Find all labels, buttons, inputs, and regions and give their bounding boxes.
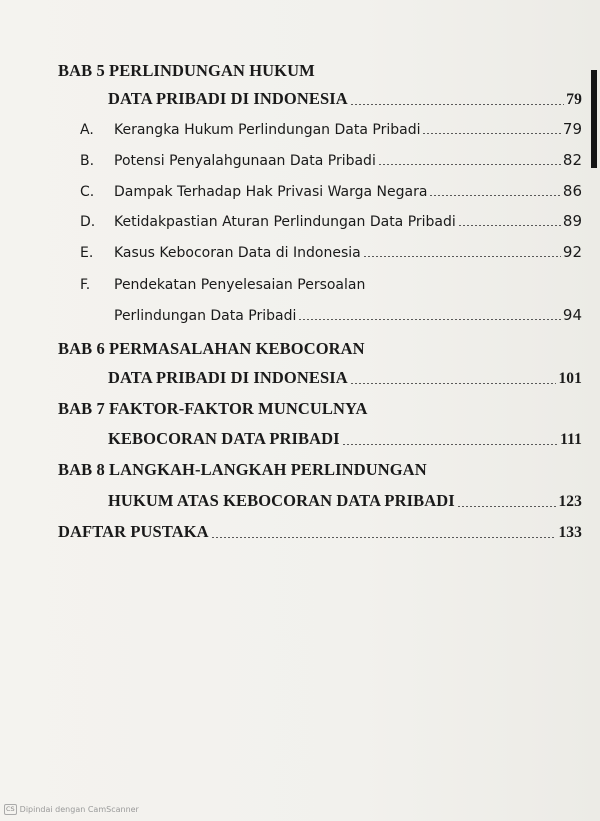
toc-chapter-title: DAFTAR PUSTAKA bbox=[58, 522, 209, 541]
dot-leader bbox=[211, 537, 557, 538]
toc-section-label: B. bbox=[80, 153, 95, 169]
toc-chapter-8-subtitle bbox=[108, 491, 582, 511]
toc-section-label: A. bbox=[80, 122, 94, 138]
page-edge-shadow bbox=[591, 70, 597, 168]
toc-section-title: Potensi Penyalahgunaan Data Pribadi bbox=[114, 153, 376, 169]
toc-chapter-7-heading bbox=[58, 399, 368, 419]
toc-page-number: 101 bbox=[558, 370, 582, 387]
toc-chapter-title: BAB 7 FAKTOR-FAKTOR MUNCULNYA bbox=[58, 399, 368, 418]
toc-chapter-title: BAB 8 LANGKAH-LANGKAH PERLINDUNGAN bbox=[58, 460, 427, 479]
toc-section-d bbox=[80, 212, 582, 230]
toc-chapter-8-heading bbox=[58, 460, 427, 480]
dot-leader bbox=[457, 506, 557, 507]
dot-leader bbox=[342, 444, 558, 445]
toc-section-c bbox=[80, 182, 582, 200]
toc-chapter-7-subtitle bbox=[108, 429, 582, 449]
toc-chapter-5-subtitle bbox=[108, 89, 582, 109]
toc-chapter-title: HUKUM ATAS KEBOCORAN DATA PRIBADI bbox=[108, 491, 455, 510]
dot-leader bbox=[350, 383, 557, 384]
dot-leader bbox=[458, 225, 561, 226]
toc-chapter-title: BAB 5 PERLINDUNGAN HUKUM bbox=[58, 61, 315, 80]
toc-page-number: 92 bbox=[562, 243, 582, 261]
toc-section-f-continued bbox=[114, 306, 582, 324]
scanner-watermark bbox=[4, 804, 139, 815]
toc-chapter-title: DATA PRIBADI DI INDONESIA bbox=[108, 89, 348, 108]
toc-page-number: 133 bbox=[558, 524, 582, 541]
toc-section-title: Dampak Terhadap Hak Privasi Warga Negara bbox=[114, 184, 428, 200]
dot-leader bbox=[378, 164, 561, 165]
toc-page-number: 111 bbox=[560, 431, 582, 448]
dot-leader bbox=[429, 195, 560, 196]
toc-chapter-6-heading bbox=[58, 339, 365, 359]
toc-chapter-title: BAB 6 PERMASALAHAN KEBOCORAN bbox=[58, 339, 365, 358]
toc-section-title: Ketidakpastian Aturan Perlindungan Data Pribadi bbox=[114, 214, 456, 230]
toc-section-f bbox=[80, 277, 365, 293]
toc-chapter-6-subtitle bbox=[108, 368, 582, 388]
toc-section-title: Kasus Kebocoran Data di Indonesia bbox=[114, 245, 361, 261]
watermark-text: Dipindai dengan CamScanner bbox=[19, 805, 139, 814]
toc-section-label: E. bbox=[80, 245, 94, 261]
toc-chapter-title: KEBOCORAN DATA PRIBADI bbox=[108, 429, 340, 448]
dot-leader bbox=[350, 104, 564, 105]
toc-chapter-title: DATA PRIBADI DI INDONESIA bbox=[108, 368, 348, 387]
toc-section-label: D. bbox=[80, 214, 96, 230]
dot-leader bbox=[363, 256, 561, 257]
toc-section-e bbox=[80, 243, 582, 261]
toc-page-number: 79 bbox=[562, 120, 582, 138]
toc-page-number: 82 bbox=[562, 151, 582, 169]
toc-page-number: 86 bbox=[562, 182, 582, 200]
toc-page-number: 123 bbox=[558, 493, 582, 510]
toc-section-title: Kerangka Hukum Perlindungan Data Pribadi bbox=[114, 122, 421, 138]
toc-section-title: Perlindungan Data Pribadi bbox=[114, 308, 297, 324]
toc-section-b bbox=[80, 151, 582, 169]
toc-section-label: C. bbox=[80, 184, 95, 200]
toc-section-a bbox=[80, 120, 582, 138]
toc-page-number: 89 bbox=[562, 212, 582, 230]
toc-section-title: Pendekatan Penyelesaian Persoalan bbox=[114, 277, 366, 293]
camscanner-logo-icon: CS bbox=[6, 805, 15, 813]
toc-section-label: F. bbox=[80, 277, 91, 293]
toc-chapter-5-heading bbox=[58, 61, 315, 81]
dot-leader bbox=[298, 319, 561, 320]
toc-bibliography bbox=[58, 522, 582, 542]
toc-page-number: 79 bbox=[566, 91, 582, 108]
toc-page-number: 94 bbox=[562, 306, 582, 324]
dot-leader bbox=[422, 133, 560, 134]
